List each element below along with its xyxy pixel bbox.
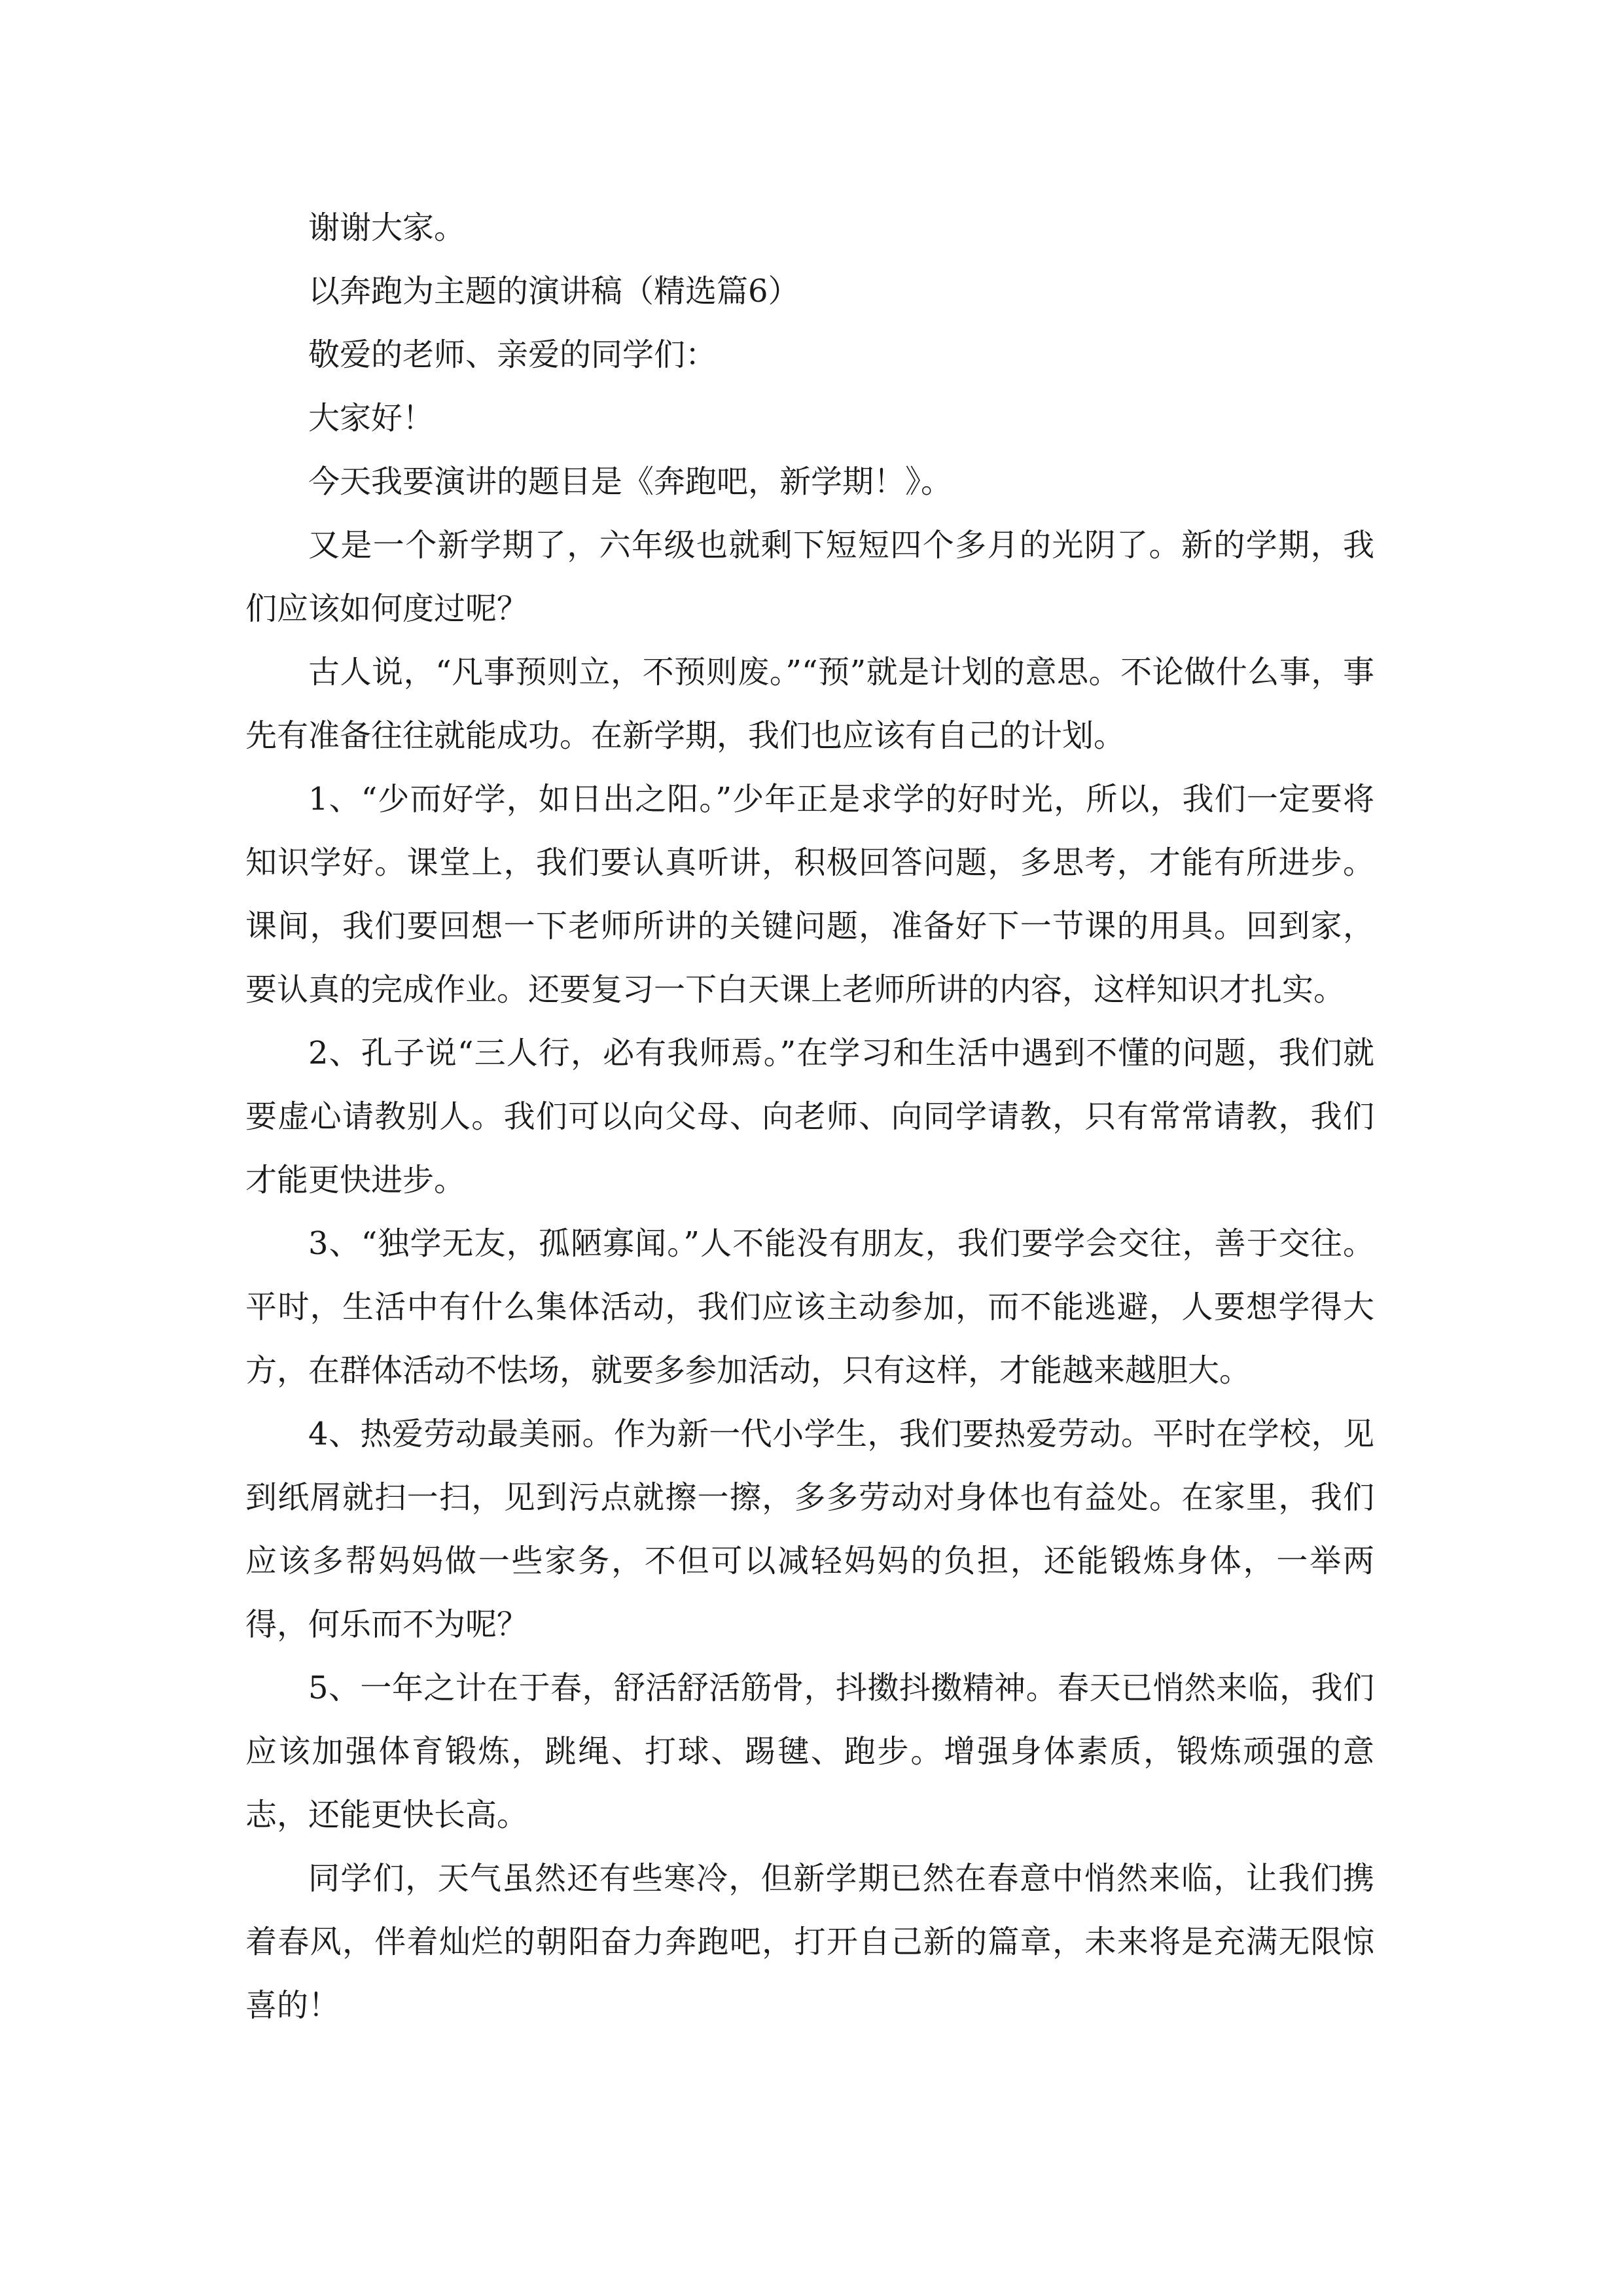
paragraph-intro: 又是一个新学期了，六年级也就剩下短短四个多月的光阴了。新的学期，我们应该如何度过呢？ <box>245 527 1374 627</box>
paragraph-point-5: 5、一年之计在于春，舒活舒活筋骨，抖擞抖擞精神。春天已悄然来临，我们应该加强体育锻炼，跳绳、打球、踢毽、跑步。增强身体素质，锻炼顽强的意志，还能更快长高。 <box>245 1670 1374 1833</box>
paragraph-point-2: 2、孔子说“三人行，必有我师焉。”在学习和生活中遇到不懂的问题，我们就要虚心请教别人。我们可以向父母、向老师、向同学请教，只有常常请教，我们才能更快进步。 <box>245 1035 1374 1198</box>
section-title: 以奔跑为主题的演讲稿（精选篇6） <box>308 273 800 310</box>
paragraph-closing-thanks: 谢谢大家。 <box>308 209 466 246</box>
salutation: 敬爱的老师、亲爱的同学们： <box>308 336 717 373</box>
paragraph-topic: 今天我要演讲的题目是《奔跑吧，新学期！》。 <box>308 463 953 500</box>
greeting: 大家好！ <box>308 400 435 437</box>
paragraph-point-3: 3、“独学无友，孤陋寡闻。”人不能没有朋友，我们要学会交往，善于交往。平时，生活中有什么集体活动，我们应该主动参加，而不能逃避，人要想学得大方，在群体活动不怯场，就要多参加活动，只有这样，才能越来越胆大。 <box>245 1225 1374 1389</box>
paragraph-point-1: 1、“少而好学，如日出之阳。”少年正是求学的好时光，所以，我们一定要将知识学好。课堂上，我们要认真听讲，积极回答问题，多思考，才能有所进步。课间，我们要回想一下老师所讲的关键问题，准备好下一节课的用具。回到家，要认真的完成作业。还要复习一下白天课上老师所讲的内容，这样知识才扎实。 <box>245 781 1374 1008</box>
paragraph-point-4: 4、热爱劳动最美丽。作为新一代小学生，我们要热爱劳动。平时在学校，见到纸屑就扫一扫，见到污点就擦一擦，多多劳动对身体也有益处。在家里，我们应该多帮妈妈做一些家务，不但可以减轻妈妈的负担，还能锻炼身体，一举两得，何乐而不为呢？ <box>245 1416 1374 1643</box>
paragraph-plan: 古人说，“凡事预则立，不预则废。”“预”就是计划的意思。不论做什么事，事先有准备往往就能成功。在新学期，我们也应该有自己的计划。 <box>245 654 1374 754</box>
paragraph-conclusion: 同学们，天气虽然还有些寒冷，但新学期已然在春意中悄然来临，让我们携着春风，伴着灿烂的朝阳奋力奔跑吧，打开自己新的篇章，未来将是充满无限惊喜的！ <box>245 1860 1374 2024</box>
